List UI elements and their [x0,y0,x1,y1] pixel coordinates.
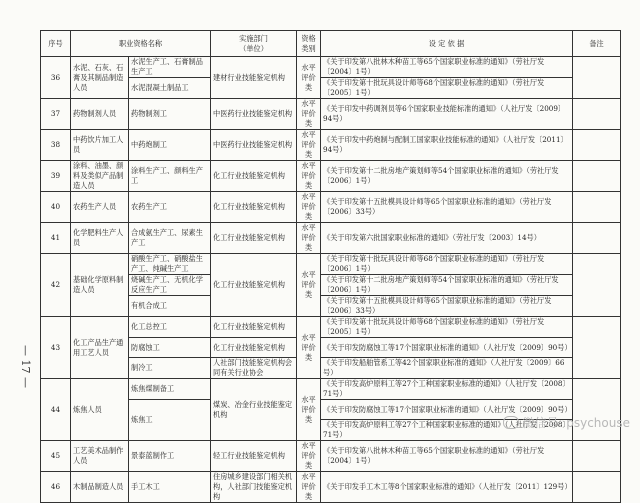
document-table [40,30,620,503]
header-type-line2: 类别 [301,43,316,53]
row-job-subtype: 农药生产工 [129,192,211,223]
table-header-row [41,31,621,57]
row-basis: 《关于印发船舶管系工等42个国家职业标准的通知》（人社厅发〔2009〕66号） [321,358,573,379]
row-seq: 38 [41,130,71,161]
row-job-subtype: 炼焦工 [129,400,211,441]
row-dept: 化工行业技能鉴定机构 [211,254,297,317]
row-dept: 轻工行业技能鉴定机构 [211,441,297,472]
row-basis: 《关于印发中药炮制与配制工国家职业技能标准的通知》（人社厅发〔2011〕94号） [321,130,573,161]
header-type-line1: 资格 [301,33,316,43]
row-type: 水平评价类 [297,317,321,379]
row-job-subtype: 中药炮制工 [129,130,211,161]
row-dept: 煤炭、冶金行业技能鉴定机构 [211,379,297,441]
table-row [41,223,621,254]
table-body [41,57,621,503]
row-seq: 42 [41,254,71,317]
row-note [573,254,621,317]
row-basis: 《关于印发第八批林木种苗工等65个国家职业标准的通知》（劳社厅发〔2004〕1号） [321,57,573,78]
watermark-text: 微信号: psychouse [522,416,630,430]
row-basis: 《关于印发第十批玩具设计师等68个国家职业标准的通知》（劳社厅发〔2005〕1号） [321,317,573,338]
row-dept: 建材行业技能鉴定机构 [211,57,297,99]
row-job-category: 中药饮片加工人员 [71,130,129,161]
row-type: 水平评价类 [297,192,321,223]
row-seq: 44 [41,379,71,441]
header-job: 职业资格名称 [71,31,211,57]
row-note [573,441,621,472]
row-seq: 45 [41,441,71,472]
row-type: 水平评价类 [297,254,321,317]
row-type: 水平评价类 [297,223,321,254]
row-note [573,192,621,223]
row-seq: 43 [41,317,71,379]
row-job-category: 水泥、石灰、石膏及其制品制造人员 [71,57,129,99]
row-job-subtype: 景泰蓝制作工 [129,441,211,472]
row-job-subtype: 手工木工 [129,472,211,503]
row-job-category: 木制品制造人员 [71,472,129,503]
row-job-subtype: 硝酸生产工、硝酸盐生产工、纯碱生产工 [129,254,211,275]
table-row [41,130,621,161]
row-note [573,57,621,99]
row-job-subtype: 有机合成工 [129,296,211,317]
row-note [573,379,621,441]
table-row [41,317,621,338]
row-dept: 化工行业技能鉴定机构 [211,317,297,338]
row-note [573,130,621,161]
row-basis: 《关于印发第十五批模具设计师等65个国家职业标准的通知》（劳社厅发〔2006〕33号） [321,296,573,317]
row-basis: 《关于印发手工木工等8个国家职业标准的通知》（人社厅发〔2011〕129号） [321,472,573,503]
row-job-subtype: 水泥生产工、石膏制品生产工 [129,57,211,78]
header-dept-line1: 实施部门 [239,33,268,43]
row-basis: 《关于印发中药调剂员等6个国家职业技能标准的通知》（人社厅发〔2009〕94号） [321,99,573,130]
row-job-category: 炼焦人员 [71,379,129,441]
table-row [41,192,621,223]
row-basis: 《关于印发第十二批房地产策划师等54个国家职业标准的通知》（劳社厅发〔2006〕1号） [321,161,573,192]
header-basis: 设 定 依 据 [321,31,573,57]
row-basis: 《关于印发第八批林木种苗工等65个国家职业标准的通知》（劳社厅发〔2004〕1号） [321,441,573,472]
row-job-category: 化学肥料生产人员 [71,223,129,254]
row-basis: 《关于印发第十五批模具设计师等65个国家职业标准的通知》（劳社厅发〔2006〕33号） [321,192,573,223]
row-type: 水平评价类 [297,99,321,130]
table-row [41,254,621,275]
row-job-subtype: 炼焦煤制备工 [129,379,211,400]
row-dept: 化工行业技能鉴定机构 [211,161,297,192]
header-note: 备注 [573,31,621,57]
row-job-subtype: 涂料生产工、颜料生产工 [129,161,211,192]
row-note [573,223,621,254]
row-type: 水平评价类 [297,472,321,503]
row-dept: 人社部门技能鉴定机构会同有关行业协会 [211,358,297,379]
row-type: 水平评价类 [297,161,321,192]
table-row [41,472,621,503]
row-note [573,99,621,130]
row-note [573,472,621,503]
row-dept: 化工行业技能鉴定机构 [211,192,297,223]
row-job-category: 涂料、油墨、颜料及类似产品制造人员 [71,161,129,192]
row-seq: 41 [41,223,71,254]
header-dept [211,31,297,57]
row-basis: 《关于印发第十二批房地产策划师等54个国家职业标准的通知》（劳社厅发〔2006〕1号） [321,275,573,296]
row-type: 水平评价类 [297,379,321,441]
row-seq: 39 [41,161,71,192]
row-job-subtype: 烧碱生产工、无机化学反应生产工 [129,275,211,296]
row-seq: 46 [41,472,71,503]
row-job-category: 药物制剂人员 [71,99,129,130]
row-type: 水平评价类 [297,57,321,99]
row-job-subtype: 合成氨生产工、尿素生产工 [129,223,211,254]
row-job-category: 工艺美术品制作人员 [71,441,129,472]
row-basis: 《关于印发防腐蚀工等17个国家职业标准的通知》（人社厅发〔2009〕90号） [321,338,573,358]
row-basis: 《关于印发高炉原料工等27个工种国家职业标准的通知》（人社厅发〔2008〕71号） [321,379,573,400]
row-job-category: 基础化学原料制造人员 [71,254,129,317]
row-job-subtype: 防腐蚀工 [129,338,211,358]
row-job-subtype: 药物制剂工 [129,99,211,130]
row-seq: 40 [41,192,71,223]
header-type [297,31,321,57]
row-basis: 《关于印发第十批玩具设计师等68个国家职业标准的通知》（劳社厅发〔2005〕1号） [321,78,573,99]
row-dept: 中医药行业技能鉴定机构 [211,130,297,161]
watermark [503,414,630,431]
row-type: 水平评价类 [297,130,321,161]
row-basis: 《关于印发第六批国家职业标准的通知》（劳社厅发〔2003〕14号） [321,223,573,254]
header-dept-line2: （单位） [239,43,268,53]
row-job-category: 农药生产人员 [71,192,129,223]
wechat-icon [503,416,519,429]
table-row [41,161,621,192]
page-number: — 17 — [19,345,32,388]
row-dept: 化工行业技能鉴定机构 [211,223,297,254]
row-note [573,161,621,192]
row-basis: 《关于印发高炉原料工等27个工种国家职业标准的通知》（人社厅发〔2008〕71号） [321,420,573,441]
row-job-category: 化工产品生产通用工艺人员 [71,317,129,379]
row-type: 水平评价类 [297,441,321,472]
row-dept: 化工行业技能鉴定机构 [211,338,297,358]
table-row [41,379,621,400]
row-basis: 《关于印发防腐蚀工等17个国家职业标准的通知》（人社厅发〔2009〕90号） [321,400,573,420]
row-dept: 住房城乡建设部门相关机构，人社部门技能鉴定机构 [211,472,297,503]
table-row [41,99,621,130]
row-job-subtype: 制冷工 [129,358,211,379]
row-dept: 中医药行业技能鉴定机构 [211,99,297,130]
row-basis: 《关于印发第十批玩具设计师等68个国家职业标准的通知》（劳社厅发〔2006〕1号） [321,254,573,275]
table-row [41,57,621,78]
row-seq: 36 [41,57,71,99]
header-seq: 序号 [41,31,71,57]
row-job-subtype: 化工总控工 [129,317,211,338]
row-job-subtype: 水泥混凝土制品工 [129,78,211,99]
row-note [573,317,621,379]
table-row [41,441,621,472]
row-seq: 37 [41,99,71,130]
qualification-table [40,30,621,503]
